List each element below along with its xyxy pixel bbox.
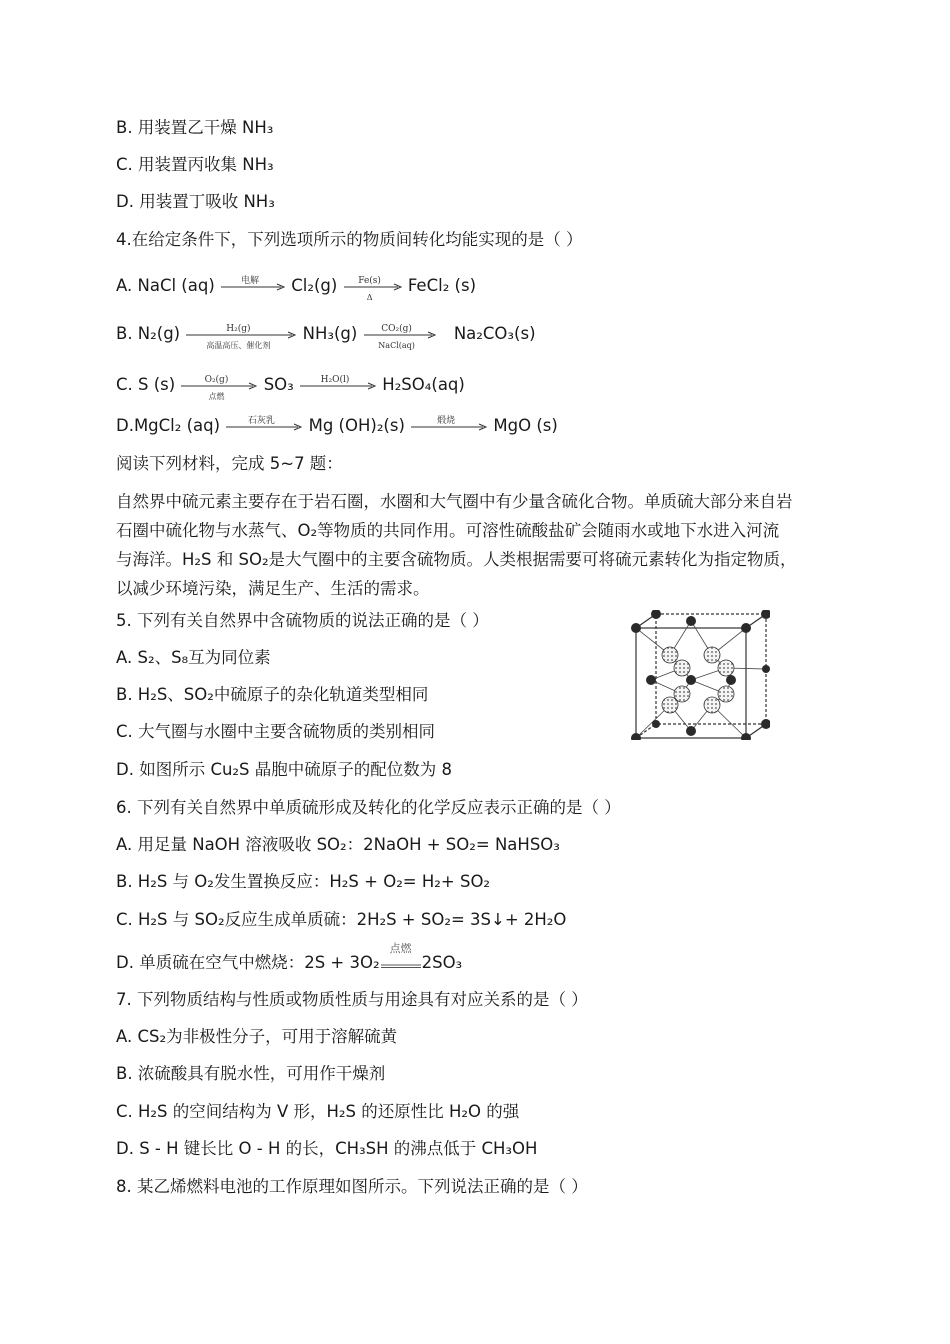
q6d-left: D. 单质硫在空气中燃烧：2S + 3O₂ [116, 953, 380, 972]
q4c-arrow-1-top: O₂(g) [204, 374, 229, 385]
q4d-arrow-1-cond: 石灰乳 [247, 415, 275, 426]
q4a-arrow-1 [221, 275, 285, 291]
q3-option-d: D. 用装置丁吸收 NH₃ [116, 192, 275, 211]
q4b-reactant: B. N₂(g) [116, 324, 181, 343]
reading-line: 与海洋。H₂S 和 SO₂是大气圈中的主要含硫物质。人类根据需要可将硫元素转化为指定物质， [116, 550, 797, 569]
q7-stem: 7. 下列物质结构与性质或物质性质与用途具有对应关系的是（ ） [116, 990, 588, 1009]
q4-option-c [116, 374, 465, 401]
q4c-reactant: C. S (s) [116, 375, 176, 394]
q4a-product: FeCl₂ (s) [407, 276, 477, 295]
q5-stem: 5. 下列有关自然界中含硫物质的说法正确的是（ ） [116, 611, 489, 630]
q4-option-a [116, 275, 477, 302]
q4d-reactant: D.MgCl₂ (aq) [116, 416, 221, 435]
q6-stem: 6. 下列有关自然界中单质硫形成及转化的化学反应表示正确的是（ ） [116, 798, 621, 817]
q3-option-b: B. 用装置乙干燥 NH₃ [116, 118, 274, 137]
q6d-condition-line [381, 941, 421, 974]
q4a-intermediate: Cl₂(g) [291, 276, 338, 295]
q5-option-a: A. S₂、S₈互为同位素 [116, 648, 271, 667]
reading-line: 自然界中硫元素主要存在于岩石圈，水圈和大气圈中有少量含硫化合物。单质硫大部分来自岩 [116, 492, 793, 511]
q7-option-b: B. 浓硫酸具有脱水性，可用作干燥剂 [116, 1064, 386, 1083]
q4c-product: H₂SO₄(aq) [382, 375, 465, 394]
q4b-arrow-1-bot: 高温高压、催化剂 [206, 340, 271, 350]
q5-option-d: D. 如图所示 Cu₂S 晶胞中硫原子的配位数为 8 [116, 760, 452, 779]
q4a-arrow-2-top: Fe(s) [358, 275, 381, 286]
q7-option-c: C. H₂S 的空间结构为 V 形，H₂S 的还原性比 H₂O 的强 [116, 1102, 520, 1121]
q4d-intermediate: Mg (OH)₂(s) [308, 416, 405, 435]
q5-option-c: C. 大气圈与水圈中主要含硫物质的类别相同 [116, 722, 436, 741]
q4c-arrow-1 [181, 374, 257, 401]
q4d-arrow-2-cond: 煅烧 [437, 415, 456, 426]
q4a-arrow-2-bot: Δ [366, 292, 373, 302]
q3-option-c: C. 用装置丙收集 NH₃ [116, 155, 274, 174]
q4c-arrow-2 [300, 374, 376, 390]
q6-option-a: A. 用足量 NaOH 溶液吸收 SO₂：2NaOH + SO₂= NaHSO₃ [116, 835, 560, 854]
q4c-arrow-1-bot: 点燃 [208, 391, 225, 401]
cu2s-unit-cell-figure [630, 610, 770, 740]
q7-option-d: D. S - H 键长比 O - H 的长，CH₃SH 的沸点低于 CH₃OH [116, 1139, 538, 1158]
reading-intro: 阅读下列材料，完成 5~7 题： [116, 454, 343, 473]
q4c-arrow-2-top: H₂O(l) [320, 374, 350, 385]
q4b-arrow-2-top: CO₂(g) [381, 323, 412, 334]
q4b-arrow-1 [186, 323, 296, 350]
q4-option-b [116, 323, 536, 350]
q6d-right: 2SO₃ [421, 953, 463, 972]
q4d-arrow-2 [411, 415, 487, 431]
q8-stem: 8. 某乙烯燃料电池的工作原理如图所示。下列说法正确的是（ ） [116, 1177, 588, 1196]
reading-passage [116, 487, 846, 603]
q4b-arrow-1-top: H₂(g) [226, 323, 251, 334]
q6-option-c: C. H₂S 与 SO₂反应生成单质硫：2H₂S + SO₂= 3S↓+ 2H₂O [116, 910, 567, 929]
q4b-arrow-2-bot: NaCl(aq) [378, 340, 415, 350]
q6-option-b: B. H₂S 与 O₂发生置换反应：H₂S + O₂= H₂+ SO₂ [116, 872, 491, 891]
q4b-product: Na₂CO₃(s) [453, 324, 536, 343]
q4d-product: MgO (s) [493, 416, 558, 435]
q7-option-a: A. CS₂为非极性分子，可用于溶解硫黄 [116, 1027, 398, 1046]
q4a-arrow-2 [344, 275, 402, 302]
q4b-intermediate: NH₃(g) [302, 324, 358, 343]
reading-line: 石圈中硫化物与水蒸气、O₂等物质的共同作用。可溶性硫酸盐矿会随雨水或地下水进入河流 [116, 521, 780, 540]
q4a-arrow-1-cond: 电解 [241, 275, 260, 286]
q4-stem: 4.在给定条件下，下列选项所示的物质间转化均能实现的是（ ） [116, 230, 583, 249]
q4d-arrow-1 [226, 415, 302, 431]
q4b-arrow-2 [364, 323, 436, 350]
reading-line: 以减少环境污染，满足生产、生活的需求。 [116, 579, 430, 598]
q5-option-b: B. H₂S、SO₂中硫原子的杂化轨道类型相同 [116, 685, 429, 704]
q4-option-d [116, 416, 558, 436]
q4a-reactant: A. NaCl (aq) [116, 276, 215, 295]
q6d-condition: 点燃 [389, 941, 412, 955]
q4c-intermediate: SO₃ [263, 375, 294, 394]
q6-option-d [116, 941, 463, 974]
